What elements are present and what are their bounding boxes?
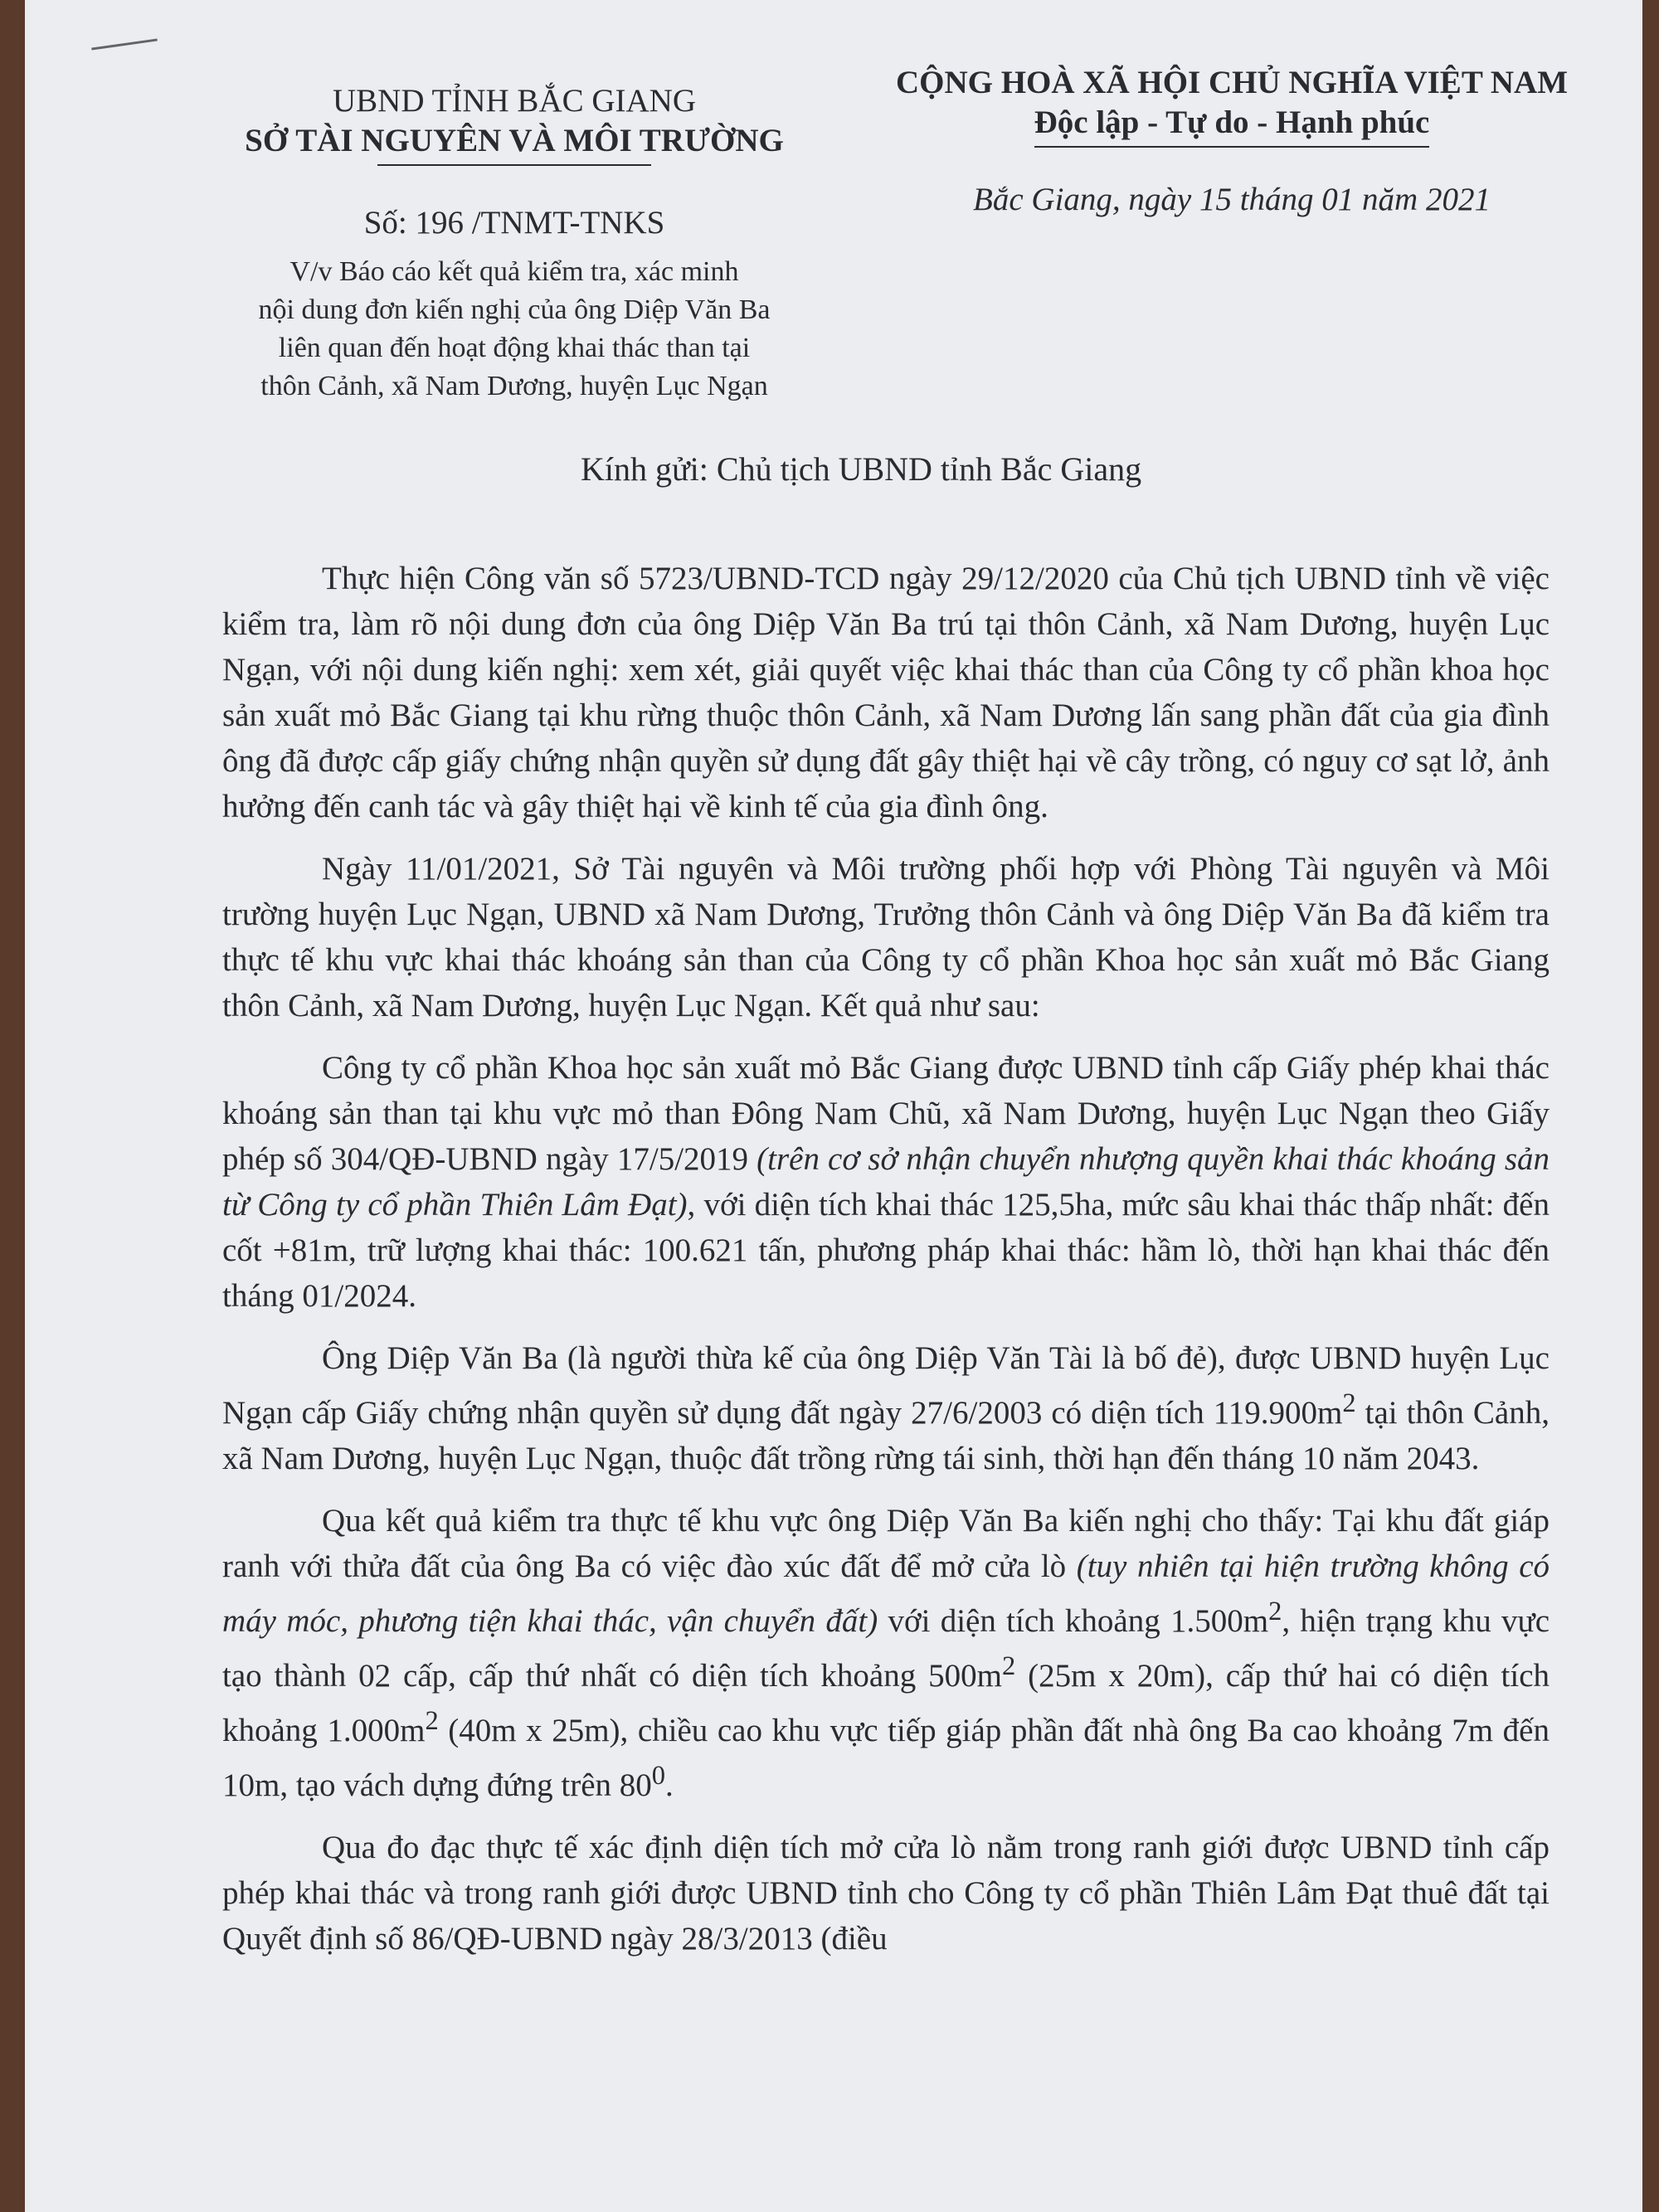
national-header bbox=[842, 63, 1622, 218]
superscript: 2 bbox=[1342, 1388, 1356, 1418]
issuer-block bbox=[191, 81, 838, 406]
paragraph-4 bbox=[222, 1335, 1550, 1481]
text-run: . bbox=[665, 1767, 674, 1803]
text-run: với diện tích khoảng 1.500m bbox=[878, 1603, 1269, 1639]
text-run: , hiện trạng khu vực tạo thành 02 cấp, cấp thứ nhất có diện tích khoảng 500m bbox=[222, 1603, 1550, 1694]
superscript: 2 bbox=[1268, 1597, 1282, 1626]
text-run: (40m x 25m), chiều cao khu vực tiếp giáp phần đất nhà ông Ba cao khoảng 7m đến 10m, tạo vách dựng đứng trên 80 bbox=[222, 1713, 1550, 1803]
paragraph-3 bbox=[222, 1045, 1550, 1319]
place-date: Bắc Giang, ngày 15 tháng 01 năm 2021 bbox=[973, 182, 1491, 217]
org-name: SỞ TÀI NGUYÊN VÀ MÔI TRƯỜNG bbox=[245, 123, 784, 158]
subject-line: thôn Cảnh, xã Nam Dương, huyện Lục Ngạn bbox=[260, 371, 768, 401]
text-run: tại thôn Cảnh, xã Nam Dương, huyện Lục Ngạn, thuộc đất trồng rừng tái sinh, thời hạn đến tháng 10 năm 2043. bbox=[222, 1395, 1550, 1476]
text-run: , với diện tích khai thác 125,5ha, mức sâu khai thác thấp nhất: đến cốt +81m, trữ lượng khai thác: 100.621 tấn, phương pháp khai thác: hầm lò, thời hạn khai thác đến tháng 01/2024. bbox=[222, 1187, 1550, 1314]
paragraph-1: Thực hiện Công văn số 5723/UBND-TCD ngày 29/12/2020 của Chủ tịch UBND tỉnh về việc kiểm tra, làm rõ nội dung đơn của ông Diệp Văn Ba trú tại thôn Cảnh, xã Nam Dương, huyện Lục Ngạn, với nội dung kiến nghị: xem xét, giải quyết việc khai thác than của Công ty cổ phần khoa học sản xuất mỏ Bắc Giang tại khu rừng thuộc thôn Cảnh, xã Nam Dương lấn sang phần đất của gia đình ông đã được cấp giấy chứng nhận quyền sử dụng đất gây thiệt hại về cây trồng, có nguy cơ sạt lở, ảnh hưởng đến canh tác và gây thiệt hại về kinh tế của gia đình ông. bbox=[222, 561, 1550, 824]
superscript: 2 bbox=[1002, 1651, 1016, 1681]
superscript: 0 bbox=[651, 1761, 666, 1791]
subject-block bbox=[191, 253, 838, 406]
subject-line: nội dung đơn kiến nghị của ông Diệp Văn Ba bbox=[258, 294, 771, 325]
paragraph-5 bbox=[222, 1498, 1550, 1808]
text-run: Công ty cổ phần Khoa học sản xuất mỏ Bắc Giang được UBND tỉnh cấp Giấy phép khai thác khoáng sản than tại khu vực mỏ than Đông Nam Chũ, xã Nam Dương, huyện Lục Ngạn theo Giấy phép số 304/QĐ-UBND ngày 17/5/2019 bbox=[222, 1050, 1550, 1177]
paragraph-6: Qua đo đạc thực tế xác định diện tích mở cửa lò nằm trong ranh giới được UBND tỉnh cấp phép khai thác và trong ranh giới được UBND tỉnh cho Công ty cổ phần Thiên Lâm Đạt thuê đất tại Quyết định số 86/QĐ-UBND ngày 28/3/2013 (điều bbox=[222, 1830, 1550, 1957]
subject-line: V/v Báo cáo kết quả kiểm tra, xác minh bbox=[289, 256, 739, 287]
text-run: (25m x 20m), cấp thứ hai có diện tích khoảng 1.000m bbox=[222, 1658, 1550, 1748]
motto-text: Độc lập - Tự do - Hạnh phúc bbox=[1034, 105, 1430, 140]
superscript: 2 bbox=[425, 1706, 439, 1736]
nation-title: CỘNG HOÀ XÃ HỘI CHỦ NGHĨA VIỆT NAM bbox=[895, 65, 1569, 100]
recipient: Kính gửi: Chủ tịch UBND tỉnh Bắc Giang bbox=[581, 450, 1142, 488]
subject-line: liên quan đến hoạt động khai thác than tại bbox=[278, 333, 751, 363]
pen-mark bbox=[91, 38, 158, 50]
org-parent: UBND TỈNH BẮC GIANG bbox=[332, 83, 697, 119]
text-run: Ông Diệp Văn Ba (là người thừa kế của ông Diệp Văn Tài là bố đẻ), được UBND huyện Lục Ngạn cấp Giấy chứng nhận quyền sử dụng đất ngày 27/6/2003 có diện tích 119.900m bbox=[222, 1340, 1550, 1431]
motto bbox=[1034, 103, 1430, 148]
body-text bbox=[222, 556, 1550, 1978]
org-underline bbox=[377, 164, 651, 166]
doc-number: Số: 196 /TNMT-TNKS bbox=[363, 205, 665, 241]
italic-run: (trên cơ sở nhận chuyển nhượng quyền khai thác khoáng sản từ Công ty cổ phần Thiên Lâm Đạt) bbox=[222, 1141, 1550, 1223]
motto-underline bbox=[1034, 146, 1430, 148]
italic-run: (tuy nhiên tại hiện trường không có máy móc, phương tiện khai thác, vận chuyển đất) bbox=[222, 1548, 1550, 1639]
paragraph-2: Ngày 11/01/2021, Sở Tài nguyên và Môi trường phối hợp với Phòng Tài nguyên và Môi trường huyện Lục Ngạn, UBND xã Nam Dương, Trưởng thôn Cảnh và ông Diệp Văn Ba đã kiểm tra thực tế khu vực khai thác khoáng sản than của Công ty cổ phần Khoa học sản xuất mỏ Bắc Giang thôn Cảnh, xã Nam Dương, huyện Lục Ngạn. Kết quả như sau: bbox=[222, 851, 1550, 1023]
document-page bbox=[25, 0, 1642, 2212]
text-run: Qua kết quả kiểm tra thực tế khu vực ông Diệp Văn Ba kiến nghị cho thấy: Tại khu đất giáp ranh với thửa đất của ông Ba có việc đào xúc đất để mở cửa lò bbox=[222, 1503, 1550, 1584]
